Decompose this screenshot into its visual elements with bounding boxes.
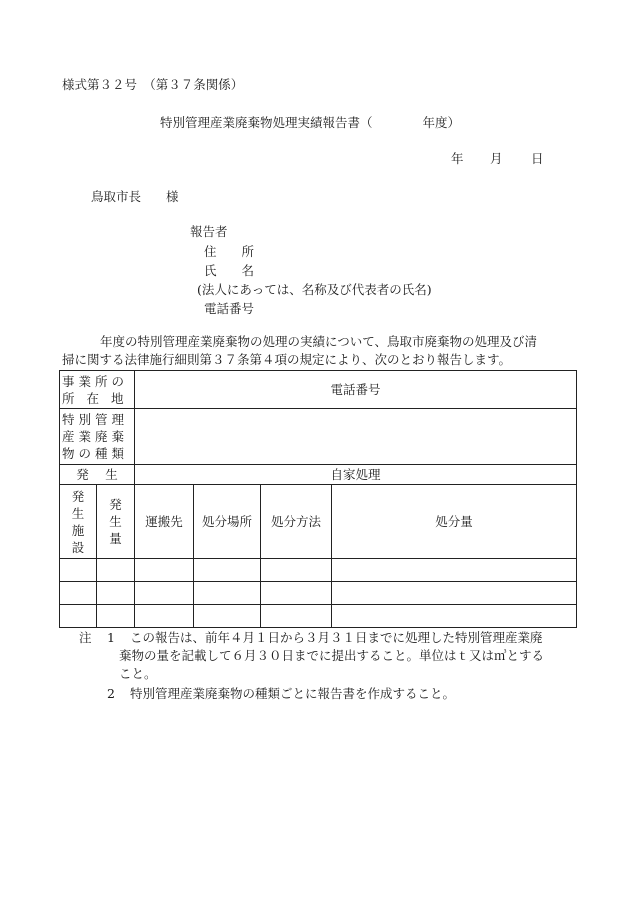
date-year: 年 [451, 151, 464, 166]
office-location-label: 事業所の 所 在 地 [60, 371, 135, 409]
document-title: 特別管理産業廃棄物処理実績報告書（ 年度） [160, 115, 461, 130]
note-1-line-3: こと。 [119, 666, 157, 681]
notes-label: 注 [79, 630, 92, 645]
intro-line-2: 掃に関する法律施行細則第３７条第４項の規定により、次のとおり報告します。 [62, 352, 512, 367]
note-2-number: 2 [107, 686, 115, 701]
reporter-address-label: 住 所 [204, 244, 255, 259]
table-cell[interactable] [135, 582, 194, 605]
generation-amount-header: 発 生 量 [97, 485, 135, 559]
reporter-name-note: (法人にあっては、名称及び代表者の氏名) [197, 282, 432, 297]
office-row [60, 371, 577, 409]
waste-type-row [60, 409, 577, 465]
table-cell[interactable] [194, 559, 261, 582]
generation-header: 発 生 [60, 465, 135, 485]
table-cell[interactable] [261, 605, 332, 628]
reporter-name-label: 氏 名 [204, 263, 255, 278]
waste-type-label: 特別管理 産業廃棄 物の種類 [60, 409, 135, 465]
disposal-site-header: 処分場所 [194, 485, 261, 559]
table-cell[interactable] [97, 559, 135, 582]
table-row [60, 582, 577, 605]
table-cell[interactable] [97, 605, 135, 628]
report-table [59, 370, 577, 628]
self-disposal-header: 自家処理 [135, 465, 577, 485]
table-cell[interactable] [332, 605, 577, 628]
disposal-amount-header: 処分量 [332, 485, 577, 559]
note-1-line-1: この報告は、前年４月１日から３月３１日までに処理した特別管理産業廃 [130, 630, 543, 645]
table-cell[interactable] [135, 605, 194, 628]
disposal-method-header: 処分方法 [261, 485, 332, 559]
reporter-heading: 報告者 [190, 224, 228, 239]
table-cell[interactable] [135, 559, 194, 582]
table-cell[interactable] [332, 582, 577, 605]
table-cell[interactable] [261, 582, 332, 605]
note-1-number: 1 [107, 630, 115, 645]
generation-facility-header: 発 生 施 設 [60, 485, 97, 559]
note-2-text: 特別管理産業廃棄物の種類ごとに報告書を作成すること。 [130, 686, 456, 701]
intro-line-1: 年度の特別管理産業廃棄物の処理の実績について、鳥取市廃棄物の処理及び清 [100, 334, 538, 349]
waste-type-cell[interactable] [135, 409, 577, 465]
table-cell[interactable] [60, 582, 97, 605]
date-day: 日 [531, 151, 544, 166]
table-row [60, 605, 577, 628]
table-cell[interactable] [194, 605, 261, 628]
table-row [60, 559, 577, 582]
reporter-phone-label: 電話番号 [204, 301, 255, 316]
form-number: 様式第３２号 （第３７条関係） [62, 77, 244, 92]
table-cell[interactable] [97, 582, 135, 605]
section-header-row [60, 465, 577, 485]
phone-number-header: 電話番号 [135, 371, 577, 409]
table-cell[interactable] [332, 559, 577, 582]
table-cell[interactable] [60, 605, 97, 628]
column-header-row [60, 485, 577, 559]
note-1-line-2: 棄物の量を記載して６月３０日までに提出すること。単位はｔ又は㎥とする [119, 648, 545, 663]
table-cell[interactable] [194, 582, 261, 605]
date-month: 月 [490, 151, 503, 166]
addressee: 鳥取市長 様 [91, 189, 179, 204]
table-cell[interactable] [60, 559, 97, 582]
table-cell[interactable] [261, 559, 332, 582]
destination-header: 運搬先 [135, 485, 194, 559]
